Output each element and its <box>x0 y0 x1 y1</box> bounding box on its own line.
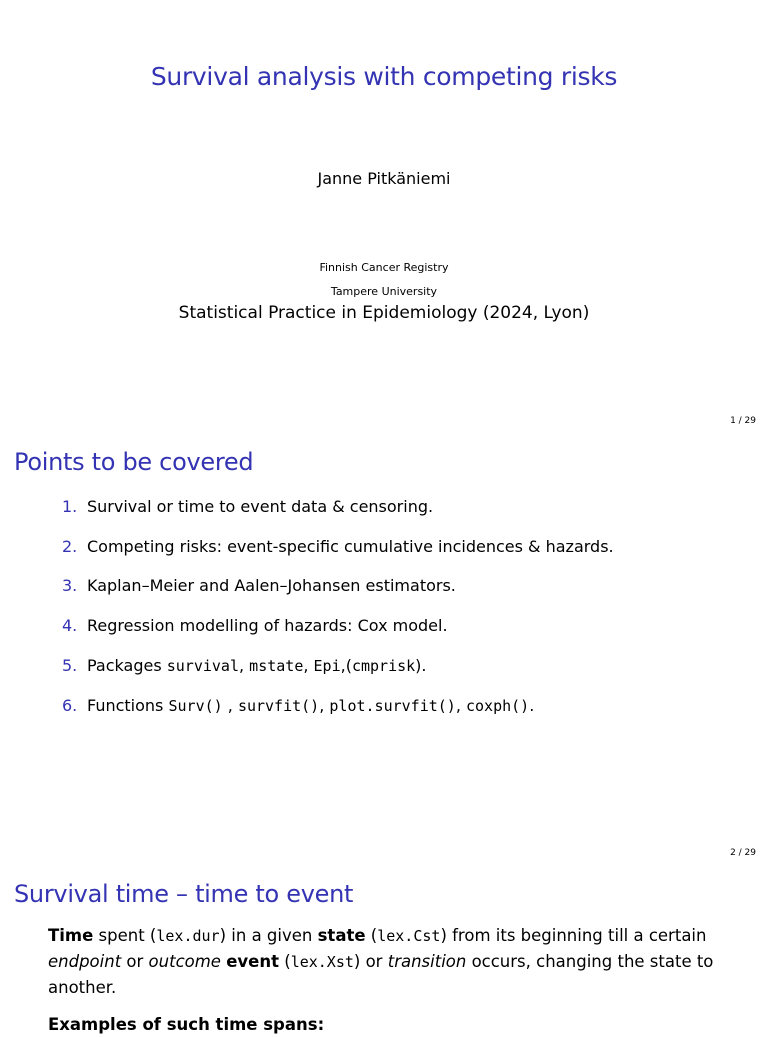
list-item <box>62 616 448 635</box>
item-number: 6. <box>62 696 78 715</box>
code-survfit: survfit() <box>237 697 320 715</box>
text-run: or <box>121 952 149 971</box>
code-plot-survfit: plot.survfit() <box>329 697 456 715</box>
examples-heading: Examples of such time spans: <box>48 1015 325 1034</box>
item-text-post: . <box>529 696 535 715</box>
code-lex-xst: lex.Xst <box>290 953 354 971</box>
list-item <box>62 537 614 556</box>
list-item <box>62 656 427 675</box>
presentation-title: Survival analysis with competing risks <box>150 62 618 91</box>
term-time: Time <box>48 926 94 945</box>
title-slide <box>0 0 768 430</box>
separator: , <box>455 696 466 715</box>
item-text: Regression modelling of hazards: Cox model. <box>87 616 448 635</box>
text-run: ( <box>365 926 378 945</box>
code-cmprisk: cmprisk <box>351 657 416 675</box>
code-epi: Epi <box>313 657 341 675</box>
term-transition: transition <box>387 952 467 971</box>
text-run: ( <box>279 952 291 971</box>
frame-title-points: Points to be covered <box>14 448 254 476</box>
text-run: occurs, changing the state to another. <box>48 952 714 997</box>
item-number: 4. <box>62 616 78 635</box>
definition-paragraph <box>48 923 738 1000</box>
author-name: Janne Pitkäniemi <box>317 169 451 188</box>
event-date: Statistical Practice in Epidemiology (2024, Lyon) <box>178 303 590 323</box>
item-text: Survival or time to event data & censoring. <box>87 497 434 516</box>
code-lex-cst: lex.Cst <box>377 927 441 945</box>
list-item <box>62 696 534 715</box>
item-text: Competing risks: event-specific cumulative incidences & hazards. <box>87 537 614 556</box>
page-number: 2 / 29 <box>730 848 756 858</box>
text-run: spent ( <box>93 926 157 945</box>
separator: , <box>319 696 330 715</box>
item-text-pre: Functions <box>87 696 169 715</box>
list-item <box>62 576 456 595</box>
institute-line-2: Tampere University <box>330 285 438 298</box>
term-event: event <box>226 952 279 971</box>
term-endpoint: endpoint <box>48 952 122 971</box>
separator: , <box>222 696 238 715</box>
text-run: ) from its beginning till a certain <box>440 926 707 945</box>
code-coxph: coxph() <box>466 697 530 715</box>
code-surv: Surv() <box>168 697 223 715</box>
frame-title-survival-time: Survival time – time to event <box>14 880 354 908</box>
term-outcome: outcome <box>148 952 221 971</box>
code-lex-dur: lex.dur <box>156 927 220 945</box>
text-run: ) or <box>353 952 388 971</box>
text-run: ) in a given <box>219 926 318 945</box>
code-mstate: mstate <box>249 657 304 675</box>
list-item <box>62 497 433 516</box>
item-number: 1. <box>62 497 78 516</box>
page-number: 1 / 29 <box>730 416 756 426</box>
separator: ,( <box>340 656 352 675</box>
separator: , <box>239 656 250 675</box>
institute-line-1: Finnish Cancer Registry <box>319 261 449 274</box>
item-number: 2. <box>62 537 78 556</box>
term-state: state <box>317 926 366 945</box>
item-text: Kaplan–Meier and Aalen–Johansen estimators. <box>87 576 456 595</box>
item-text-pre: Packages <box>87 656 167 675</box>
item-number: 3. <box>62 576 78 595</box>
code-survival: survival <box>166 657 239 675</box>
item-text-post: ). <box>415 656 427 675</box>
separator: , <box>303 656 314 675</box>
item-number: 5. <box>62 656 78 675</box>
